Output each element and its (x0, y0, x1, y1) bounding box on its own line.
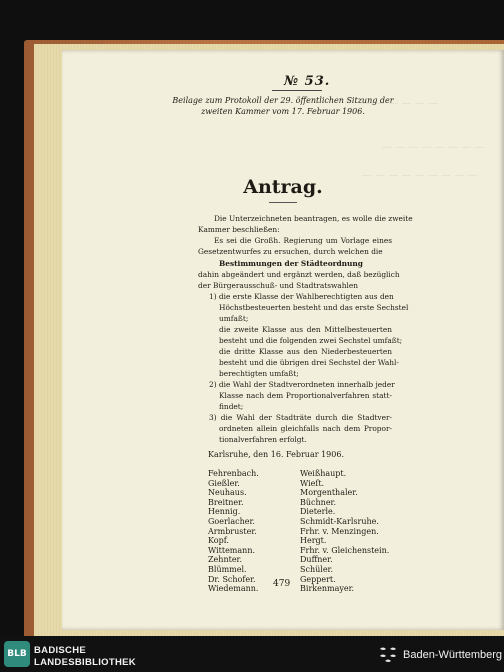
page-number: 479 (273, 579, 291, 589)
signatory-name: Weißhaupt. (300, 469, 347, 478)
library-name: LANDESBIBLIOTHEK (34, 657, 136, 668)
signatory-name: Wittemann. (208, 545, 256, 555)
body-line: dahin abgeändert und ergänzt werden, daß bezüglich (198, 270, 400, 279)
signatory-name: Schmidt-Karlsruhe. (300, 517, 379, 526)
signatory-name: Kopf. (208, 536, 229, 546)
signatory-name: Birkenmayer. (300, 584, 355, 594)
blb-logo-icon[interactable] (4, 641, 30, 667)
signatory-name: Hergt. (300, 536, 327, 546)
signatory-name: Morgenthaler. (300, 488, 358, 498)
list-item-line: 1) die erste Klasse der Wahlberechtigten aus den (209, 292, 394, 301)
list-item-line: Höchstbesteuerten besteht und das erste Sechstel (219, 303, 409, 312)
document-number: № 53. (284, 74, 331, 89)
body-line: Es sei die Großh. Regierung um Vorlage eines (214, 236, 392, 245)
list-item-line: die zweite Klasse aus den Mittelbesteuerten (219, 325, 392, 334)
show-through-text: — — — — — — — — (382, 142, 485, 153)
show-through-text: — — — — — — (362, 98, 438, 109)
signatory-name: Zehnter. (208, 555, 243, 565)
signatory-name: Blümmel. (208, 565, 247, 574)
show-through-text: — — — — — — — — — (362, 170, 478, 181)
page-title: Antrag. (243, 176, 323, 198)
library-name: BADISCHE (34, 645, 87, 656)
signatory-name: Gießler. (208, 478, 240, 488)
partner-name: Baden-Württemberg (403, 649, 503, 661)
signatory-name: Armbruster. (208, 526, 257, 536)
list-item-line: umfaßt; (219, 314, 249, 323)
title-rule (269, 202, 297, 203)
signatory-name: Frhr. v. Gleichenstein. (300, 545, 390, 555)
list-item-line: 2) die Wahl der Stadtverordneten innerhalb jeder (209, 380, 395, 389)
signatory-name: Wiedemann. (208, 584, 259, 594)
signatory-name: Frhr. v. Menzingen. (300, 526, 379, 536)
body-line: der Bürgerausschuß- und Stadtratswahlen (198, 281, 358, 290)
body-line: Gesetzentwurfes zu ersuchen, durch welchen die (198, 247, 383, 256)
place-date: Karlsruhe, den 16. Februar 1906. (208, 450, 344, 459)
number-underline (272, 90, 322, 91)
list-item-line: 3) die Wahl der Stadträte durch die Stadtver- (209, 413, 392, 422)
signatory-name: Neuhaus. (208, 488, 247, 498)
list-item-line: berechtigten umfaßt; (219, 369, 299, 378)
list-item-line: ordneten allein gleichfalls nach dem Propor- (219, 424, 392, 433)
signatory-name: Geppert. (300, 574, 336, 584)
body-line: Bestimmungen der Städteordnung (219, 259, 363, 268)
signatory-name: Breitner. (208, 497, 244, 507)
list-item-line: tionalverfahren erfolgt. (219, 435, 307, 444)
signatory-name: Schüler. (300, 565, 334, 574)
list-item-line: Klasse nach dem Proportionalverfahren statt- (219, 391, 392, 400)
document-content (62, 50, 504, 630)
list-item-line: besteht und die folgenden zwei Sechstel umfaßt; (219, 336, 403, 345)
signatory-name: Büchner. (300, 497, 337, 507)
list-item-line: findet; (219, 402, 244, 411)
body-line: Kammer beschließen: (198, 225, 280, 234)
state-coat-of-arms-icon (377, 643, 399, 665)
list-item-line: besteht und die übrigen drei Sechstel der Wahl- (219, 358, 399, 367)
signatory-name: Fehrenbach. (208, 469, 259, 478)
subtitle-line: Beilage zum Protokoll der 29. öffentlichen Sitzung der (172, 96, 394, 105)
signatory-name: Wieſt. (300, 478, 325, 488)
body-line: Die Unterzeichneten beantragen, es wolle die zweite (214, 214, 413, 223)
signatory-name: Hennig. (208, 507, 241, 517)
subtitle-line: zweiten Kammer vom 17. Februar 1906. (201, 107, 365, 116)
signatory-name: Dieterle. (300, 507, 336, 517)
book-page (62, 50, 504, 630)
logo-text: BLB (7, 649, 27, 659)
signatory-name: Duffner. (300, 555, 333, 565)
list-item-line: die dritte Klasse aus den Niederbesteuerten (219, 347, 392, 356)
signatory-name: Dr. Schofer. (208, 574, 256, 584)
signatory-name: Goerlacher. (208, 517, 255, 526)
